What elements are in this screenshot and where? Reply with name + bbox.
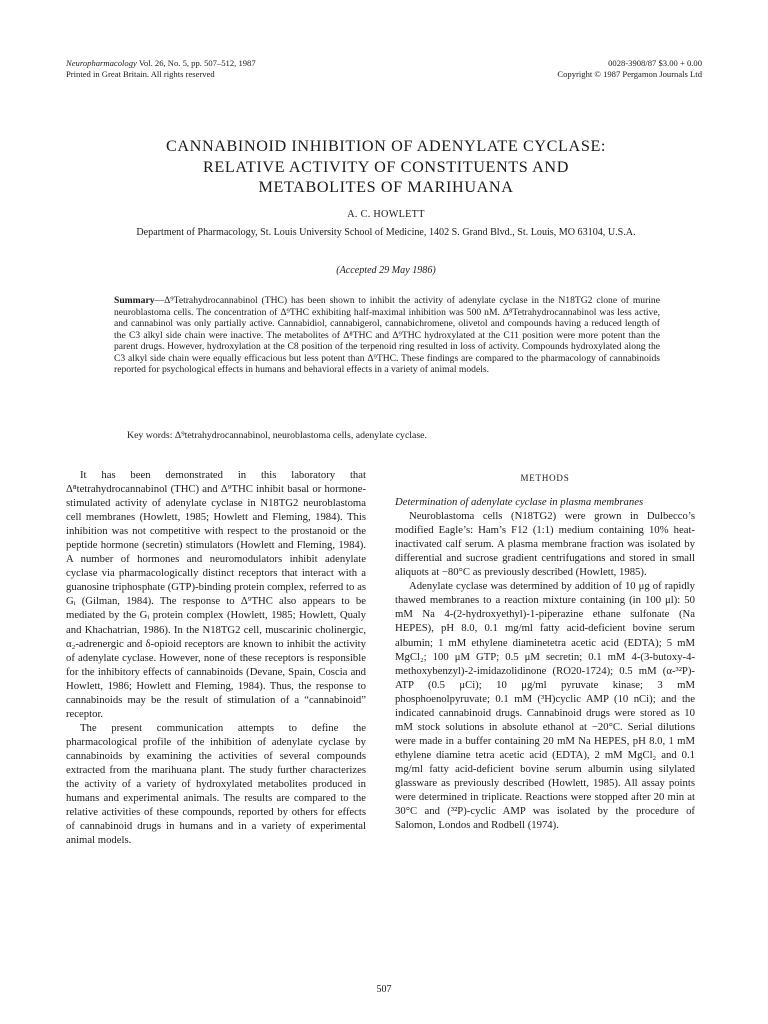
methods-paragraph-1: Neuroblastoma cells (N18TG2) were grown in Dulbecco’s modified Eagle’s: Ham’s F12 (1:1) medium containing 10% heat-inactivated calf serum. A plasma membrane fraction was isolated by differential and sucrose gradient centrifugations and stored in small aliquots at −80°C as previously described (Howlett, 1985). (395, 510, 695, 579)
abstract-text: —Δ⁹Tetrahydrocannabinol (THC) has been shown to inhibit the activity of adenylate cyclase in the N18TG2 clone of murine neuroblastoma cells. The concentration of Δ⁹THC exhibiting half-maximal inhibition was 500 nM. Δ⁸Tetrahydrocannabinol was less active, and cannabinol was only partially active. Cannabidiol, cannabigerol, cannabichromene, olivetol and compounds having a reduced length of the C3 alkyl side chain were inactive. The metabolites of Δ⁸THC and Δ⁹THC hydroxylated at the C11 position were more potent than the parent drugs. However, hydroxylation at the C8 position of the terpenoid ring resulted in loss of activity. Compounds hydroxylated along the C3 alkyl side chain were equally efficacious but less potent than Δ⁹THC. These findings are compared to the pharmacology of cannabinoids reported for psychological effects in humans and behavioral effects in a variety of animal models. (114, 295, 660, 375)
article-title (66, 136, 706, 198)
accepted-date: (Accepted 29 May 1986) (336, 265, 436, 276)
intro-paragraph-1: It has been demonstrated in this laboratory that Δ⁸tetrahydrocannabinol (THC) and Δ⁹THC inhibit basal or hormone-stimulated activity of adenylate cyclase in N18TG2 neuroblastoma cell membranes (Howlett, 1985; Howlett and Fleming, 1984). This inhibition was not competitive with respect to the prostanoid or the peptide hormone (secretin) stimulators (Howlett and Fleming, 1984). A number of hormones and neuromodulators inhibit adenylate cyclase via pharmacologically distinct receptors that interact with a guanosine triphosphate (GTP)-binding protein complex, referred to as Gᵢ (Gilman, 1984). The response to Δ⁹THC also appears to be mediated by the Gᵢ protein complex (Howlett, 1985; Howlett, Qualy and Khachatrian, 1986). In the N18TG2 cell, muscarinic cholinergic, α₂-adrenergic and δ-opioid receptors are known to inhibit the activity of adenylate cyclase. However, none of these receptors is responsible for the inhibitory effects of cannabinoids (Devane, Spain, Coscia and Howlett, 1986; Howlett and Fleming, 1984). Thus, the response to cannabinoids may be the result of stimulation of a “cannabinoid” receptor. (66, 469, 366, 720)
printed-notice: Printed in Great Britain. All rights reserved (66, 68, 215, 79)
title-line-3: METABOLITES OF MARIHUANA (258, 178, 514, 196)
author-affiliation: Department of Pharmacology, St. Louis University School of Medicine, 1402 S. Grand Blvd., St. Louis, MO 63104, U.S.A. (136, 227, 636, 238)
abstract (114, 295, 660, 376)
methods-paragraph-2: Adenylate cyclase was determined by addition of 10 μg of rapidly thawed membranes to a reaction mixture containing (in 100 μl): 50 mM Na 4-(2-hydroxyethyl)-1-piperazine ethane sulfonate (Na HEPES), pH 8.0, 0.1 mg/ml fatty acid-deficient bovine serum albumin; 1 mM ethylene diaminetetra acetic acid (EDTA); 5 mM MgCl₂; 100 μM GTP; 0.5 μM secretin; 0.1 mM 4-(3-butoxy-4-methoxybenzyl)-2-imidazolidinone (RO20-1724); 0.5 mM (α-³²P)-ATP (0.5 μCi); 10 μg/ml pyruvate kinase; 3 mM phosphoenolpyruvate; 0.1 mM (³H)cyclic AMP (10 nCi); and the indicated cannabinoid drugs. Cannabinoid drugs were stored as 10 mM stock solutions in absolute ethanol at −20°C. Serial dilutions were made in a buffer containing 20 mM Na HEPES, pH 8.0, 1 mM ethylene diamine tetra acetic acid (EDTA), 2 mM MgCl₂ and 0.1 mg/ml fatty acid-deficient bovine serum albumin using silylated glassware as previously described (Howlett, 1985). All assay points were determined in triplicate. Reactions were stopped after 20 min at 30°C and (³²P)-cyclic AMP was isolated by the procedure of Salomon, Londos and Rodbell (1974). (395, 580, 695, 832)
journal-citation: Vol. 26, No. 5, pp. 507–512, 1987 (138, 58, 256, 68)
issn-price: 0028-3908/87 $3.00 + 0.00 (608, 58, 702, 68)
abstract-label: Summary (114, 295, 155, 306)
copyright-notice: Copyright © 1987 Pergamon Journals Ltd (557, 68, 702, 79)
page-number: 507 (376, 984, 392, 995)
journal-name: Neuropharmacology (66, 58, 137, 68)
author-name: A. C. HOWLETT (347, 209, 425, 220)
title-line-1: CANNABINOID INHIBITION OF ADENYLATE CYCLASE: (165, 137, 607, 155)
running-header-left (66, 58, 256, 79)
intro-paragraph-2: The present communication attempts to define the pharmacological profile of the inhibition of adenylate cyclase by cannabinoids by examining the activities of several compounds extracted from the marihuana plant. The study further characterizes the activity of a variety of hydroxylated metabolites produced in humans and experimental animals. The results are compared to the relative activities of these compounds, reported by others for effects of cannabinoid drugs in humans and in a variety of experimental animal models. (66, 721, 366, 847)
section-heading-methods: METHODS (520, 473, 570, 483)
running-header-right (557, 58, 702, 79)
body-column-left (66, 468, 366, 847)
body-column-right (395, 468, 695, 832)
subsection-heading: Determination of adenylate cyclase in plasma membranes (395, 496, 644, 509)
title-line-2: RELATIVE ACTIVITY OF CONSTITUENTS AND (202, 157, 569, 176)
keywords: Key words: Δ⁹tetrahydrocannabinol, neuroblastoma cells, adenylate cyclase. (127, 430, 427, 441)
